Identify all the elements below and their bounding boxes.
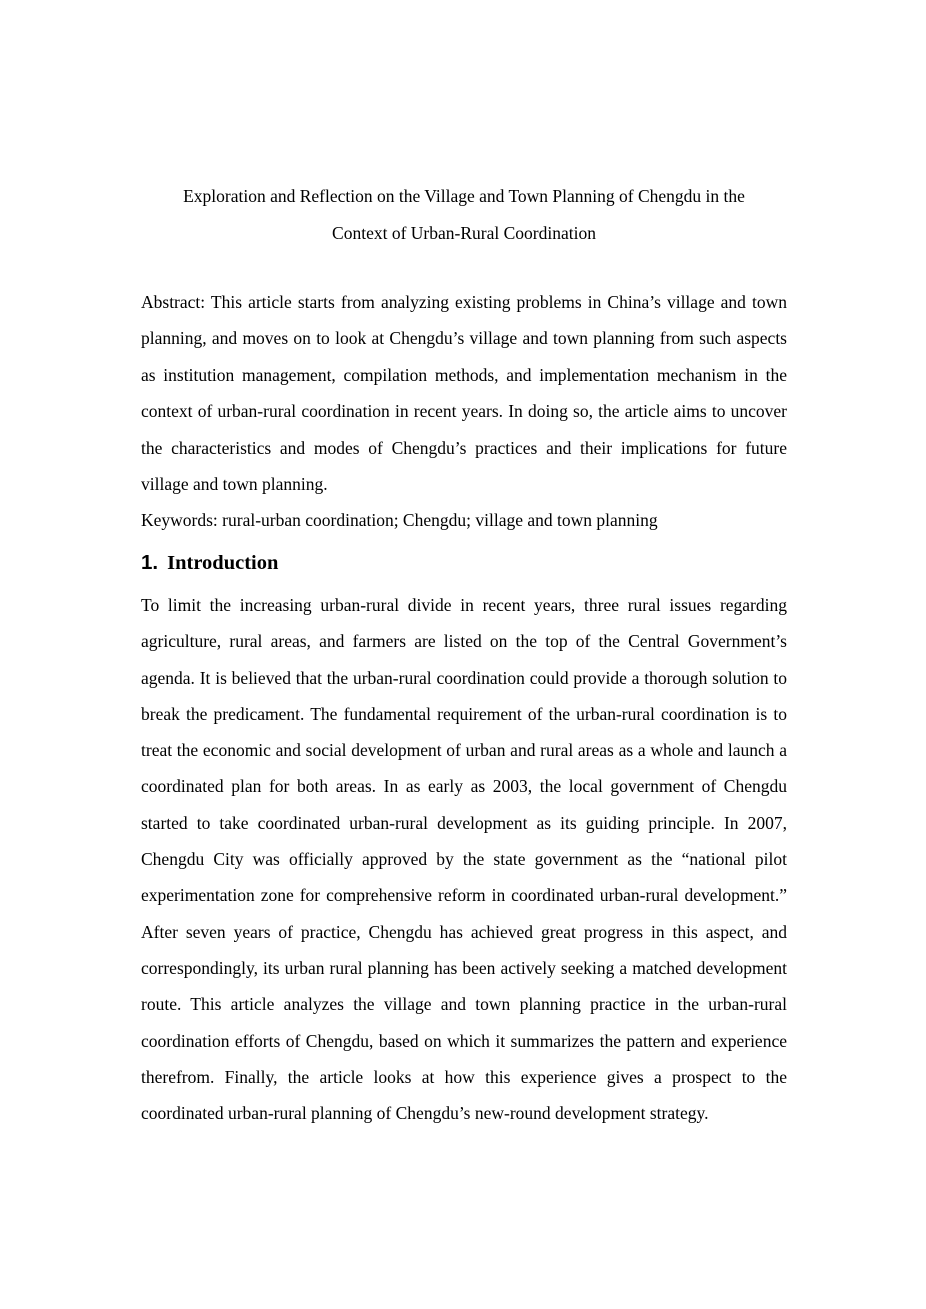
introduction-paragraph: To limit the increasing urban-rural divide in recent years, three rural issues regarding agriculture, rural areas, and farmers are listed on the top of the Central Government’s agenda. It is believed that the urban-rural coordination could provide a thorough solution to break the predicament. The fundamental requirement of the urban-rural coordination is to treat the economic and social development of urban and rural areas as a whole and launch a coordinated plan for both areas. In as early as 2003, the local government of Chengdu started to take coordinated urban-rural development as its guiding principle. In 2007, Chengdu City was officially approved by the state government as the “national pilot experimentation zone for comprehensive reform in coordinated urban-rural development.” After seven years of practice, Chengdu has achieved great progress in this aspect, and correspondingly, its urban rural planning has been actively seeking a matched development route. This article analyzes the village and town planning practice in the urban-rural coordination efforts of Chengdu, based on which it summarizes the pattern and experience therefrom. Finally, the article looks at how this experience gives a prospect to the coordinated urban-rural planning of Chengdu’s new-round development strategy. xyxy=(141,595,787,1124)
title-line-2: Context of Urban-Rural Coordination xyxy=(332,222,596,243)
title-line-1: Exploration and Reflection on the Village and Town Planning of Chengdu in the xyxy=(183,186,745,206)
keywords-line: Keywords: rural-urban coordination; Chengdu; village and town planning xyxy=(141,510,658,530)
abstract-paragraph: Abstract: This article starts from analyzing existing problems in China’s village and town planning, and moves on to look at Chengdu’s village and town planning from such aspects as institution management, compilation methods, and implementation mechanism in the context of urban-rural coordination in recent years. In doing so, the article aims to uncover the characteristics and modes of Chengdu’s practices and their implications for future village and town planning. xyxy=(141,291,787,494)
document-title xyxy=(141,178,787,251)
section-heading-introduction xyxy=(141,549,787,577)
section-title: Introduction xyxy=(167,552,279,574)
section-number: 1. xyxy=(141,551,159,574)
